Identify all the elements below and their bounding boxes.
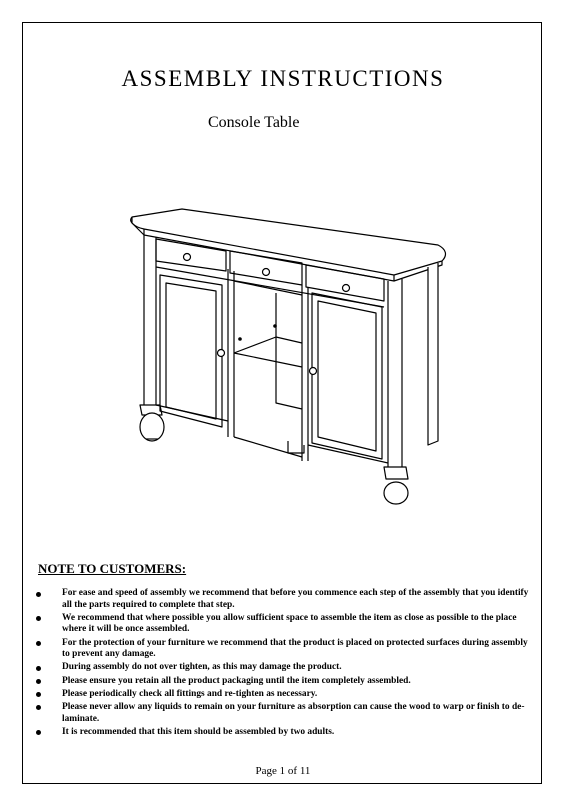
note-text: Please never allow any liquids to remain on your furniture as absorption can cause the wood to warp or finish to de-laminate.	[62, 701, 525, 724]
page-title: ASSEMBLY INSTRUCTIONS	[121, 66, 445, 91]
bullet-icon	[36, 692, 41, 697]
note-text: For ease and speed of assembly we recommend that before you commence each step of the assembly that you identify all the parts required to complete that step.	[62, 588, 529, 610]
list-item	[36, 727, 532, 739]
list-item	[36, 676, 532, 688]
bullet-icon	[36, 730, 41, 735]
note-text: It is recommended that this item should be assembled by two adults.	[62, 726, 335, 737]
console-table-illustration	[126, 205, 456, 510]
list-item	[36, 689, 532, 701]
notes-heading: NOTE TO CUSTOMERS:	[38, 561, 187, 576]
bullet-icon	[36, 666, 41, 671]
note-text: Please ensure you retain all the product packaging until the item completely assembled.	[62, 675, 411, 686]
note-text: Please periodically check all fittings and re-tighten as necessary.	[62, 688, 318, 699]
note-text: For the protection of your furniture we recommend that the product is placed on protected surfaces during assembly to prevent any damage.	[62, 637, 528, 660]
list-item	[36, 613, 532, 636]
list-item	[36, 588, 532, 611]
bullet-icon	[36, 592, 41, 597]
note-text: We recommend that where possible you allow sufficient space to assemble the item as close as possible to the place where it will be once assembled.	[62, 612, 517, 635]
bullet-icon	[36, 705, 41, 710]
bullet-icon	[36, 641, 41, 646]
bullet-icon	[36, 616, 41, 621]
bullet-icon	[36, 679, 41, 684]
page-subtitle: Console Table	[208, 114, 300, 131]
list-item	[36, 662, 532, 674]
note-text: During assembly do not over tighten, as this may damage the product.	[62, 662, 342, 673]
list-item	[36, 638, 532, 661]
list-item	[36, 702, 532, 725]
notes-list	[36, 588, 532, 740]
page-number: Page 1 of 11	[255, 765, 311, 777]
